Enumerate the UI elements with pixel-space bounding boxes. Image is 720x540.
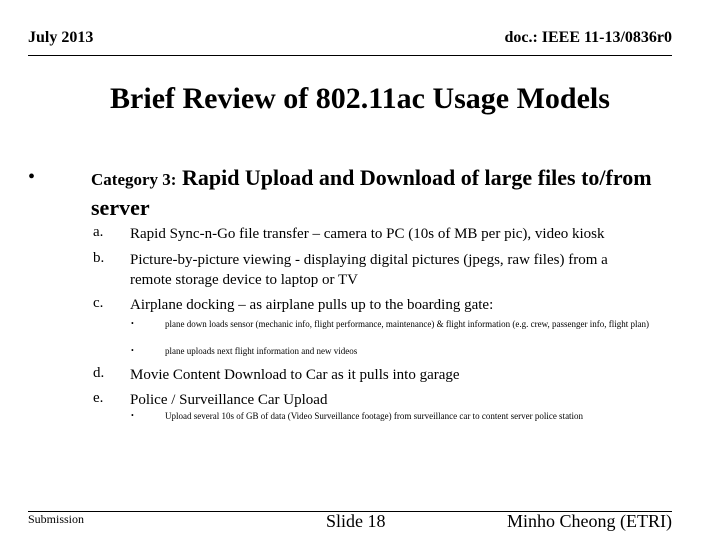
sub-bullet-marker: • [131, 411, 134, 420]
footer-slide-number: Slide 18 [326, 511, 386, 531]
header-doc-id: doc.: IEEE 11-13/0836r0 [504, 29, 672, 46]
sub-bullet-marker: • [131, 346, 134, 355]
sub-bullet-text: plane down loads sensor (mechanic info, flight performance, maintenance) & flight information (e.g. crew, passenger info, flight plan) [165, 319, 650, 329]
item-text-b: Picture-by-picture viewing - displaying digital pictures (jpegs, raw files) from a remote storage device to laptop or TV [130, 252, 608, 288]
footer-submission: Submission [28, 512, 85, 526]
header-divider [28, 55, 672, 56]
sub-bullet-marker: • [131, 319, 134, 328]
item-text-c: Airplane docking – as airplane pulls up to the boarding gate: [130, 297, 494, 313]
item-letter-b: b. [93, 250, 105, 266]
slide-title: Brief Review of 802.11ac Usage Models [110, 82, 610, 115]
category-label: Category 3: [91, 170, 177, 189]
item-text-a: Rapid Sync-n-Go file transfer – camera to PC (10s of MB per pic), video kiosk [130, 226, 605, 242]
item-letter-c: c. [93, 295, 104, 311]
category-heading [91, 164, 691, 222]
header-date: July 2013 [28, 29, 94, 46]
item-letter-a: a. [93, 224, 104, 240]
footer-author: Minho Cheong (ETRI) [507, 511, 672, 531]
category-heading-text: Rapid Upload and Download of large files to/from server [91, 165, 652, 220]
sub-bullet-text: plane uploads next flight information and new videos [165, 346, 358, 356]
bullet-marker: • [28, 166, 36, 188]
item-text-d: Movie Content Download to Car as it pulls into garage [130, 367, 460, 383]
item-letter-d: d. [93, 365, 105, 381]
sub-bullet-text: Upload several 10s of GB of data (Video Surveillance footage) from surveillance car to content server police station [165, 411, 584, 421]
item-letter-e: e. [93, 390, 104, 406]
item-text-e: Police / Surveillance Car Upload [130, 392, 328, 408]
